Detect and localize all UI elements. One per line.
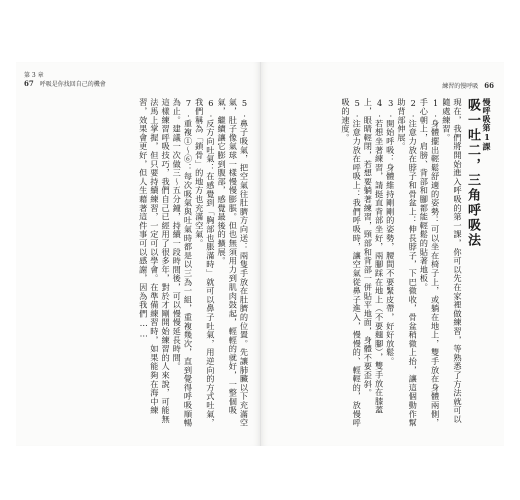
lesson-label: 慢呼吸第1課 — [482, 98, 492, 151]
body-paragraph: 5.注意力放在呼吸上：我們呼吸時，讓空氣從鼻子進入，慢慢的、輕輕的，放慢呼吸的速度。 — [340, 98, 363, 428]
left-running-title: 呼吸是你找回自己的機會 — [39, 81, 106, 88]
right-page — [261, 62, 505, 446]
body-paragraph: 3.開始呼吸：身體維持剛剛的姿勢，腰間不要緊皮帶，好好放鬆。 — [385, 98, 396, 366]
open-book-spread — [16, 62, 504, 446]
left-page — [16, 62, 261, 446]
right-page-header — [442, 81, 494, 90]
body-paragraph: 1.身體擺出輕鬆舒適的姿勢：可以坐在椅子上，或躺在地上，雙手放在身體兩側，手心朝上，肩膀、背部和腳都能輕鬆的貼著地板。 — [419, 98, 441, 428]
right-running-title: 練習的慢呼吸 — [442, 83, 479, 90]
body-paragraph: 這樣練習呼吸技巧，我們自己已經用了很多年，對於才剛開始練習的人來說，可能無法馬上掌握，但只要持續練習，一定可以學會。在準備練習時，如果能夠在海中練習，效果會更好，但人生藉著這件事可以感謝，因為我們…… — [138, 98, 172, 424]
right-page-body — [270, 98, 492, 428]
body-paragraph: 現在，我們將開始進入呼吸的第一課，你可以先在家裡做練習，等熟悉了方法就可以隨處練習。 — [441, 98, 463, 424]
body-paragraph: 4.若想坐著練習，請挺直背部坐好，兩腳踩在地上（不要翹腳），雙手放在膝蓋上，眼睛輕閉，若想要躺著練習，頸部和背部一併貼平地面，身體不要歪斜。 — [363, 98, 385, 415]
lesson-title: 吸一吐二，三角呼吸法 — [465, 98, 480, 248]
right-page-number: 66 — [484, 81, 494, 90]
body-paragraph: 6.反方向吐氣：在感覺到「胸部也脹滿時」就可以鼻子吐氣，用逆向的方式吐氣，我們稱為「鎖骨」的地方也充滿空氣。 — [194, 98, 216, 428]
body-paragraph: 5.鼻子吸氣，把空氣往肚臍方向送：兩隻手放在肚臍的位置。先讓肺臟以下充滿空氣，肚子像氣球一樣慢慢膨脹。但也無須用力到肌肉鼓起，輕輕的就好，一整個吸氣，繼續讓它膨到腹部，感覺最後的擴展。 — [217, 98, 250, 428]
left-page-header — [24, 72, 106, 89]
left-page-number: 67 — [24, 79, 34, 88]
left-page-body — [24, 98, 250, 428]
chapter-label: 第 3 章 — [24, 72, 44, 79]
body-paragraph: 7.重複①～⑥：每次吸氣與吐氣時都是以三為一組，重複幾次，直到覺得呼吸順暢為止。建議一次做三～五分鐘，持續一段時間後，可以慢慢延長時間。 — [172, 98, 194, 428]
body-paragraph: 2.注意力放在脖子和骨盆上：伸長脖子，下巴微收，骨盆稍微上抬，讓這個動作幫助背部伸展。 — [396, 98, 419, 428]
